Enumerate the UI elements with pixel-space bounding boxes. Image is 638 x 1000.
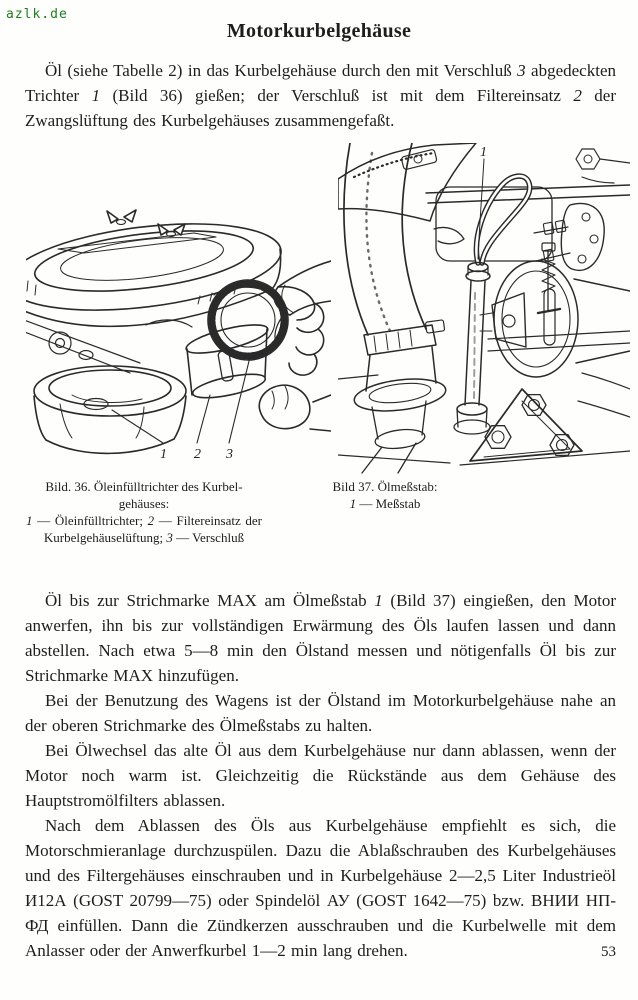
paragraph-flush: Nach dem Ablassen des Öls aus Kurbelgehäuse empfiehlt es sich, die Motorschmieranlage durchzuspülen. Dazu die Ablaßschrauben des Kurbelgehäuses und des Filtergehäuses einschrauben und in Kurbelgehäuse 2—2,5 Liter Industrieöl И12А (GOST 20799—75) oder Spindelöl АУ (GOST 1642—75) bzw. ВНИИ НП-ФД einfüllen. Dann die Zündkerzen ausschrauben und die Kurbelwelle mit dem Anlasser oder der Anwerfkurbel 1—2 min lang drehen. — [25, 816, 616, 960]
generator-drawing — [480, 203, 630, 417]
paragraph-oil-fill: Öl bis zur Strichmarke MAX am Ölmeßstab 1 (Bild 37) eingießen, den Motor anwerfen, ihn bis zur vollständigen Erwärmung des Öls laufen lassen und dann abstellen. Nach etwa 5—8 min den Ölstand messen und nötigenfalls Öl bis zur Strichmarke MAX hinzufügen. — [25, 591, 616, 685]
figure-36-caption-legend: 1 — Öleinfülltrichter; 2 — Filtereinsatz der Kurbelgehäuselüftung; 3 — Verschluß — [26, 513, 262, 545]
figure-bild-36 — [26, 205, 331, 465]
figure-bild-37 — [338, 143, 630, 475]
figure-36-caption-title: Bild. 36. Öleinfülltrichter des Kurbelgehäuses: — [45, 479, 243, 511]
watermark: azlk.de — [6, 7, 68, 22]
figure-37-caption-legend: 1 — Meßstab — [349, 496, 421, 511]
figures-row — [26, 143, 630, 477]
paragraph-oil-change: Bei Ölwechsel das alte Öl aus dem Kurbelgehäuse nur dann ablassen, wenn der Motor noch warm ist. Gleichzeitig die Rückstände aus dem Gehäuse des Hauptstromölfilters ablassen. — [25, 741, 616, 810]
figure-36-label-2: 2 — [194, 447, 201, 462]
figure-37-caption-title: Bild 37. Ölmeßstab: — [332, 479, 438, 494]
figure-37-label-1: 1 — [480, 145, 487, 160]
engine-detail-drawing — [26, 317, 192, 373]
mounting-bracket-drawing — [470, 389, 582, 461]
figure-37-caption — [300, 478, 470, 512]
paragraph-intro: Öl (siehe Tabelle 2) in das Kurbelgehäuse durch den mit Verschluß 3 abgedeckten Trichter 1 (Bild 36) gießen; der Verschluß ist mit dem Filtereinsatz 2 der Zwangslüftung des Kurbelgehäuses zusammengefaßt. — [25, 61, 616, 130]
body-text — [25, 588, 616, 963]
figure-36-caption — [26, 478, 262, 546]
page-title: Motorkurbelgehäuse — [226, 20, 412, 42]
oil-funnel-illustration — [26, 205, 331, 465]
page-number: 53 — [601, 944, 616, 960]
figure-36-label-3: 3 — [226, 447, 233, 462]
crankcase-opening-drawing — [34, 366, 186, 453]
dipstick-illustration — [338, 143, 630, 475]
figure-36-label-1: 1 — [160, 447, 167, 462]
air-cleaner-drawing — [26, 210, 286, 326]
paragraph-oil-level: Bei der Benutzung des Wagens ist der Ölstand im Motorkurbelgehäuse nahe an der oberen Strichmarke des Ölmeßstabs zu halten. — [25, 691, 616, 735]
